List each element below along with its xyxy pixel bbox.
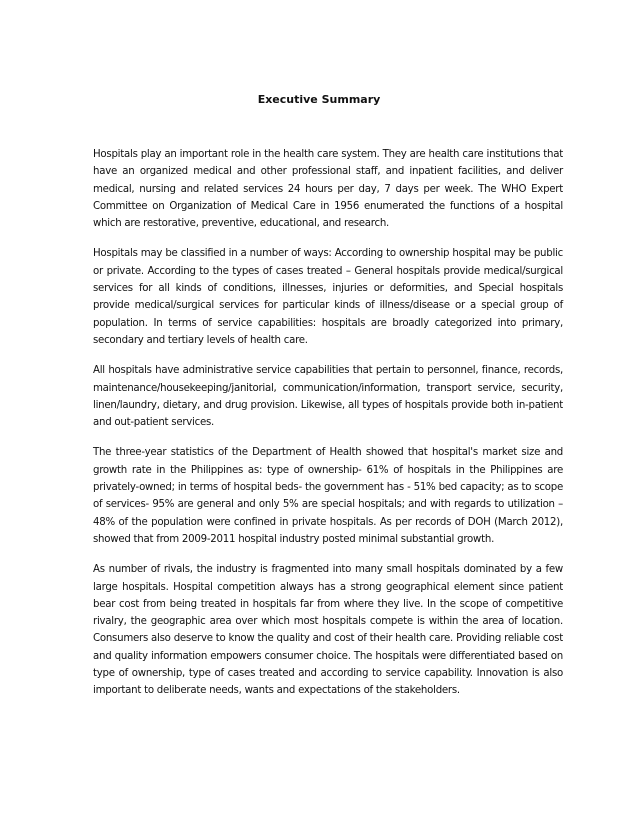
- paragraph-competitive-rivalry: As number of rivals, the industry is fragmented into many small hospitals dominated by a few large hospitals. Hospital competition always has a strong geographical element since patient bear cost from being treated in hospitals far from where they live. In the scope of competitive rivalry, the geographic area over which most hospitals compete is within the area of location. Consumers also deserve to know the quality and cost of their health care. Providing reliable cost and quality information empowers consumer choice. The hospitals were differentiated based on type of ownership, type of cases treated and according to service capability. Innovation is also important to deliberate needs, wants and expectations of the stakeholders.: [93, 564, 563, 697]
- paragraph-hospital-role: Hospitals play an important role in the health care system. They are health care institutions that have an organized medical and other professional staff, and inpatient facilities, and deliver medical, nursing and related services 24 hours per day, 7 days per week. The WHO Expert Committee on Organization of Medical Care in 1956 enumerated the functions of a hospital which are restorative, preventive, educational, and research.: [93, 149, 563, 230]
- paragraph-service-capabilities: All hospitals have administrative service capabilities that pertain to personnel, finance, records, maintenance/housekeeping/janitorial, communication/information, transport service, security, linen/laundry, dietary, and drug provision. Likewise, all types of hospitals provide both in-patient and out-patient services.: [93, 365, 563, 429]
- paragraph-market-statistics: The three-year statistics of the Department of Health showed that hospital's market size and growth rate in the Philippines as: type of ownership- 61% of hospitals in the Philippines are privately-owned; in terms of hospital beds- the government has - 51% bed capacity; as to scope of services- 95% are general and only 5% are special hospitals; and with regards to utilization – 48% of the population were confined in private hospitals. As per records of DOH (March 2012), showed that from 2009-2011 hospital industry posted minimal substantial growth.: [93, 447, 563, 545]
- paragraph-hospital-classification: Hospitals may be classified in a number of ways: According to ownership hospital may be public or private. According to the types of cases treated – General hospitals provide medical/surgical services for all kinds of conditions, illnesses, injuries or deformities, and Special hospitals provide medical/surgical services for particular kinds of illness/disease or a special group of population. In terms of service capabilities: hospitals are broadly categorized into primary, secondary and tertiary levels of health care.: [93, 248, 563, 346]
- page-title: Executive Summary: [257, 93, 381, 106]
- document-body: [93, 146, 563, 713]
